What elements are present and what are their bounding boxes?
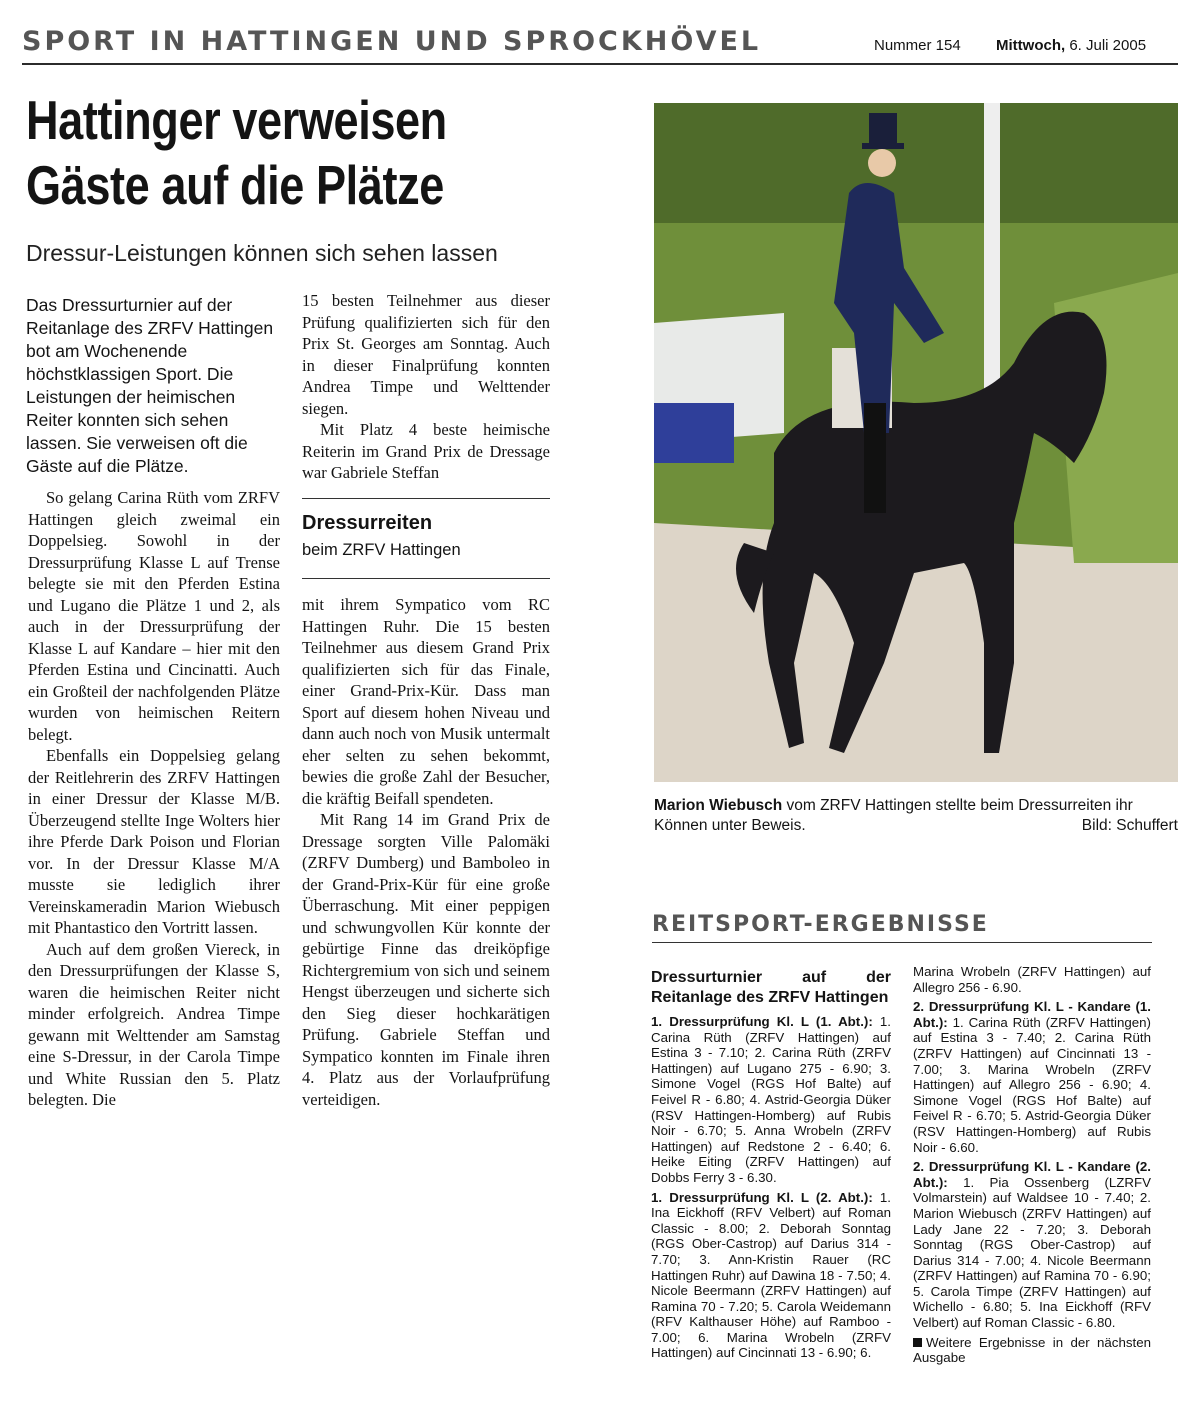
box-rule-top	[302, 498, 550, 499]
rider-face	[868, 149, 896, 177]
result-label: 1. Dressurprüfung Kl. L (1. Abt.):	[651, 1014, 873, 1029]
photo-credit: Bild: Schuffert	[1081, 817, 1178, 834]
dressage-photo	[654, 103, 1178, 782]
subheadline: Dressur-Leistungen können sich sehen lassen	[26, 240, 498, 266]
section-title: SPORT IN HATTINGEN UND SPROCKHÖVEL	[22, 26, 762, 57]
results-column-2	[913, 964, 1151, 1370]
lead-paragraph: Das Dressurturnier auf der Reitanlage des ZRFV Hattingen bot am Wochenende höchstklassigen Sport. Die Leistungen der heimischen Reiter konnten sich sehen lassen. Sie verweisen oft die Gäste auf die Plätze.	[26, 295, 274, 476]
publication-date	[996, 37, 1146, 54]
result-continuation: Marina Wrobeln (ZRFV Hattingen) auf Allegro 256 - 6.90.	[913, 964, 1151, 995]
caption-text: vom ZRFV Hattingen stellte beim Dressurreiten ihr Können unter Beweis.	[654, 797, 1133, 834]
headline-line-2: Gäste auf die Plätze	[26, 154, 444, 216]
result-label: 2. Dressurprüfung Kl. L - Kandare (1. Abt.):	[913, 999, 1151, 1030]
headline	[26, 88, 485, 218]
masthead-rule	[22, 63, 1178, 65]
box-subtitle: beim ZRFV Hattingen	[302, 541, 461, 559]
result-entry	[913, 999, 1151, 1155]
paragraph: Mit Platz 4 beste heimische Reiterin im Grand Prix de Dressage war Gabriele Steffan	[302, 420, 550, 482]
results-heading: REITSPORT-ERGEBNISSE	[652, 912, 989, 937]
result-entry	[651, 1190, 891, 1362]
result-text: 1. Ina Eickhoff (RFV Velbert) auf Roman Classic - 8.00; 2. Deborah Sonntag (RGS Ober-Castrop) auf Darius 314 - 7.70; 3. Ann-Kristin Rauer (RC Hattingen Ruhr) auf Dawina 18 - 7.50; 4. Nicole Beermann (ZRFV Hattingen) auf Ramina 70 - 7.20; 5. Carola Weidemann (RFV Kalthauser Höhe) auf Ramboo - 7.00; 6. Marina Wrobeln (ZRFV Hattingen) auf Cincinnati 13 - 6.90; 6.	[651, 1189, 891, 1361]
article-column-2-bottom	[302, 594, 550, 1110]
paragraph: So gelang Carina Rüth vom ZRFV Hattingen gleich zweimal ein Doppelsieg. Sowohl in der Dressurprüfung Klasse L auf Trense belegte sie mit den Pferden Estina und Lugano die Plätze 1 und 2, als auch in der Dressurprüfung der Klasse L auf Kandare – hier mit den Pferden Estina und Cincinatti. Auch ein Großteil der nachfolgenden Plätze wurden von heimischen Reitern belegt.	[28, 488, 280, 744]
photo-caption	[654, 796, 1178, 836]
result-text: 1. Pia Ossenberg (LZRFV Volmarstein) auf Waldsee 10 - 7.40; 2. Marion Wiebusch (ZRFV Hattingen) auf Lady Jane 22 - 7.20; 3. Deborah Sonntag (RGS Ober-Castrop) auf Darius 314 - 7.00; 4. Nicole Beermann (ZRFV Hattingen) auf Ramina 70 - 6.90; 5. Carola Timpe (ZRFV Hattingen) auf Wichello - 6.80; 5. Ina Eickhoff (RFV Velbert) auf Roman Classic - 6.80.	[913, 1174, 1151, 1331]
result-text: 1. Carina Rüth (ZRFV Hattingen) auf Estina 3 - 7.40; 2. Carina Rüth (ZRFV Hattingen) auf Cincinnati 13 - 7.00; 3. Marina Wrobeln (ZRFV Hattingen) auf Allegro 256 - 6.90; 4. Simone Vogel (RGS Hof Balte) auf Feivel R - 6.70; 5. Astrid-Georgia Düker (RSV Hattingen-Homberg) auf Rubis Noir - 6.60.	[913, 1014, 1151, 1155]
flag-pole	[984, 103, 1000, 403]
spectator-stand	[654, 403, 734, 463]
article-column-2-top	[302, 290, 550, 484]
article-column-1	[28, 487, 280, 1111]
paragraph: Ebenfalls ein Doppelsieg gelang der Reitlehrerin des ZRFV Hattingen in einer Dressur der Klasse M/B. Überzeugend stellte Inge Wolters hier ihre Pferde Dark Poison und Florian vor. In der Dressur Klasse M/A musste sie lediglich ihrer Vereinskameradin Marion Wiebusch mit Phantastico den Vortritt lassen.	[28, 746, 280, 937]
rider-boot	[864, 403, 886, 513]
result-label: 1. Dressurprüfung Kl. L (2. Abt.):	[651, 1189, 873, 1205]
result-text: 1. Carina Rüth (ZRFV Hattingen) auf Estina 3 - 7.10; 2. Carina Rüth (ZRFV Hattingen) auf Lugano 275 - 6.90; 3. Simone Vogel (RGS Hof Balte) auf Feivel R - 6.80; 4. Astrid-Georgia Düker (RSV Hattingen-Homberg) auf Rubis Noir - 6.70; 5. Anna Wrobeln (ZRFV Hattingen) auf Redstone 2 - 6.40; 6. Heike Eiting (ZRFV Hattingen) auf Dobbs Ferry 3 - 6.30.	[651, 1014, 891, 1185]
square-bullet-icon	[913, 1338, 922, 1347]
result-entry	[913, 1159, 1151, 1331]
results-column-1	[651, 968, 891, 1365]
footer-note	[913, 1335, 1151, 1366]
headline-line-1: Hattinger verweisen	[26, 89, 447, 151]
weekday: Mittwoch,	[996, 37, 1066, 54]
paragraph: 15 besten Teilnehmer aus dieser Prüfung qualifizierten sich für den Prix St. Georges am Sonntag. Auch in dieser Finalprüfung konnten Andrea Timpe und Welttender siegen.	[302, 291, 550, 418]
paragraph: Mit Rang 14 im Grand Prix de Dressage sorgten Ville Palomäki (ZRFV Dumberg) und Bamboleo in der Grand-Prix-Kür für eine große Überraschung. Mit einer peppigen und schwungvollen Kür konnte der gebürtige Finne das dreiköpfige Richtergremium von sich und seinem Hengst überzeugen und sicherte sich den Sieg dieser hochkarätigen Prüfung. Gabriele Steffan und Sympatico konnten im Finale ihren 4. Platz aus der Vorlaufprüfung verteidigen.	[302, 810, 550, 1109]
top-hat	[869, 113, 897, 147]
result-entry	[651, 1014, 891, 1186]
result-label: 2. Dressurprüfung Kl. L - Kandare (2. Abt.):	[913, 1159, 1151, 1190]
results-title: Dressurturnier auf der Reitanlage des ZRFV Hattingen	[651, 969, 891, 1006]
box-rule-bottom	[302, 578, 550, 579]
date-text: 6. Juli 2005	[1069, 37, 1147, 54]
box-title: Dressurreiten	[302, 512, 433, 534]
photo-illustration	[654, 103, 1178, 782]
caption-name: Marion Wiebusch	[654, 797, 783, 814]
paragraph: mit ihrem Sympatico vom RC Hattingen Ruhr. Die 15 besten Teilnehmer aus diesem Grand Prix qualifizierten sich für das Finale, einer Grand-Prix-Kür. Dass man Sport auf diesem hohen Niveau und dann auch noch von Musik untermalt eher selten zu sehen bekommt, bewies die große Zahl der Besucher, die kräftig Beifall spendeten.	[302, 595, 550, 808]
results-rule	[652, 942, 1152, 943]
issue-number: Nummer 154	[874, 37, 961, 54]
footer-note-text: Weitere Ergebnisse in der nächsten Ausgabe	[913, 1334, 1151, 1366]
paragraph: Auch auf dem großen Viereck, in den Dressurprüfungen der Klasse S, waren die heimischen Reiter nicht minder erfolgreich. Andrea Timpe gewann mit Welttender am Samstag eine S-Dressur, in der Carola Timpe und White Russian den 5. Platz belegten. Die	[28, 939, 280, 1109]
